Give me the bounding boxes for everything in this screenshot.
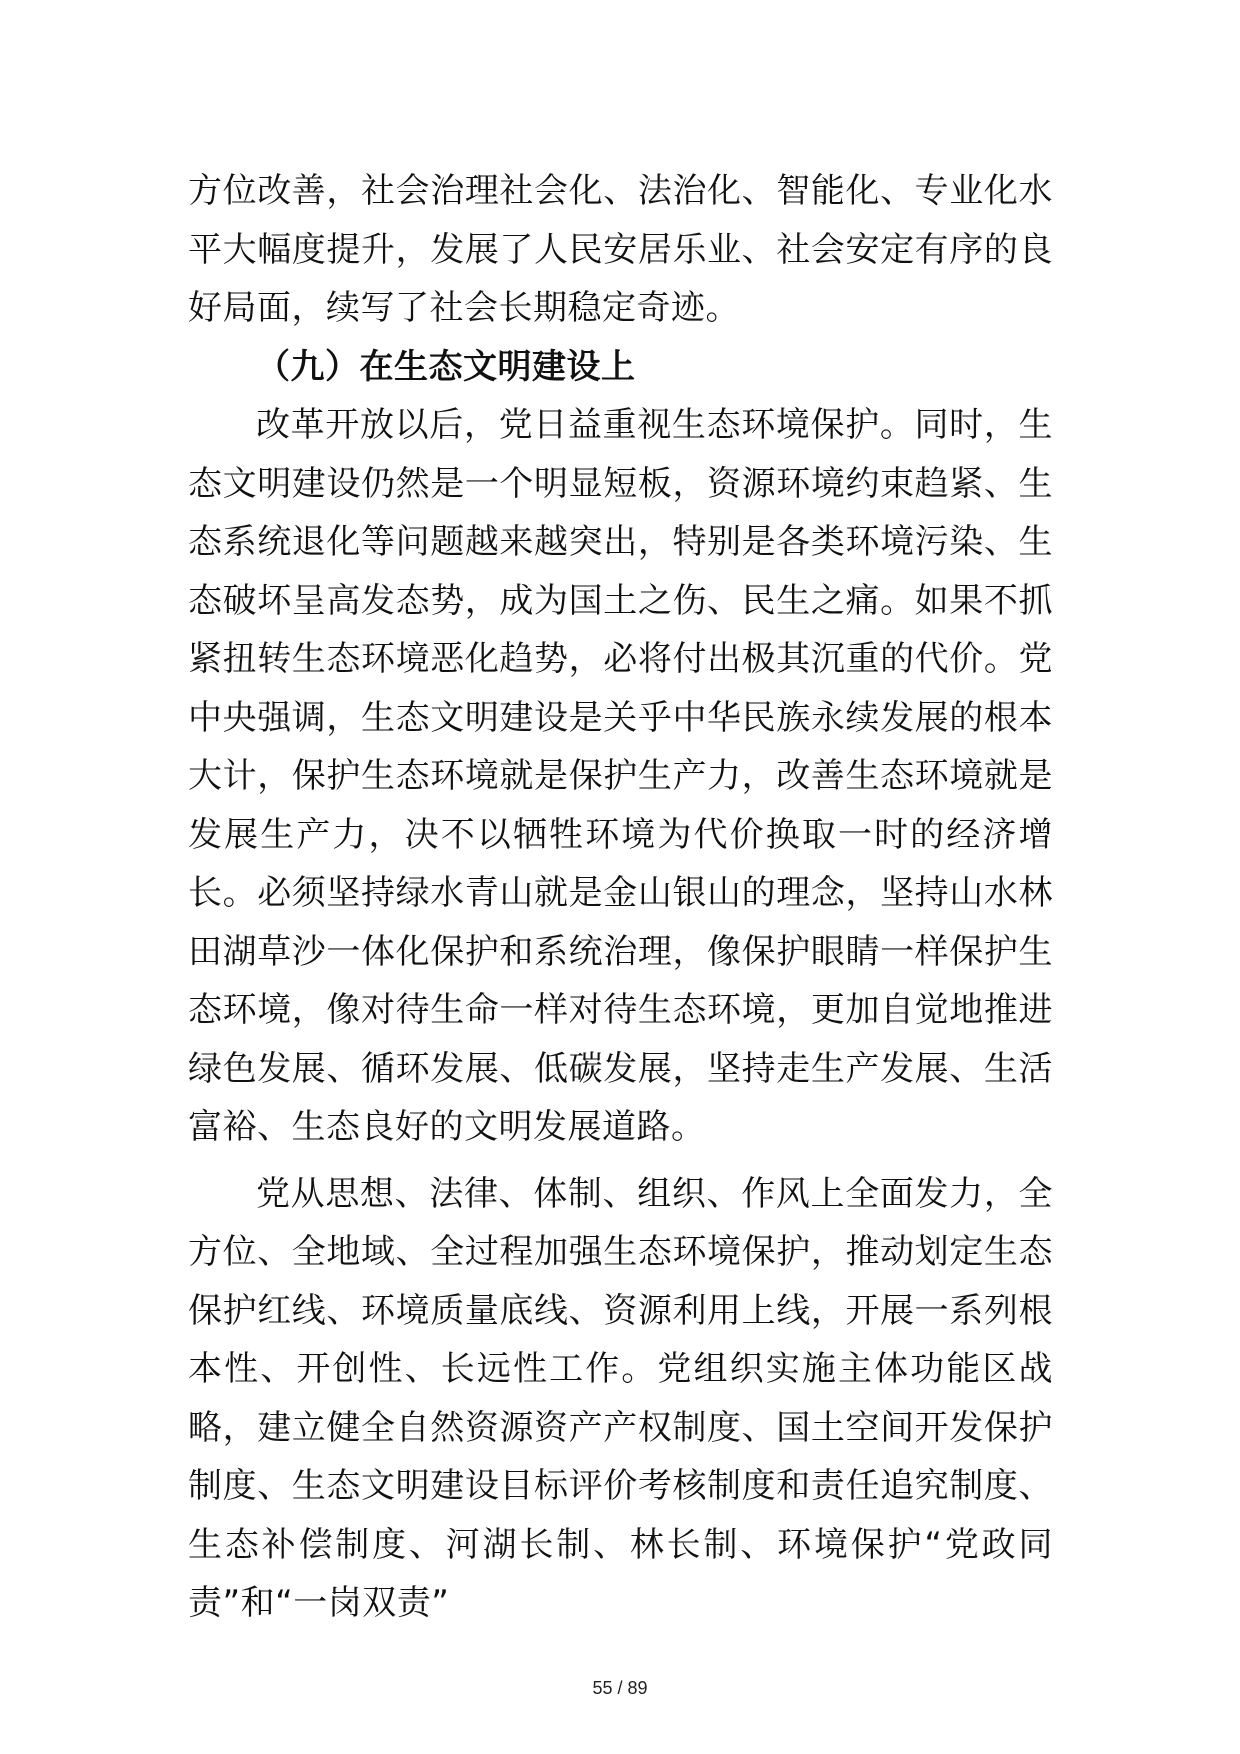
paragraph-ecology-measures: 党从思想、法律、体制、组织、作风上全面发力，全方位、全地域、全过程加强生态环境保护，推动划定生态保护红线、环境质量底线、资源利用上线，开展一系列根本性、开创性、长远性工作。党组织实施主体功能区战略，建立健全自然资源资产产权制度、国土空间开发保护制度、生态文明建设目标评价考核制度和责任追究制度、生态补偿制度、河湖长制、林长制、环境保护“党政同责”和“一岗双责” <box>188 1173 1053 1623</box>
page-number: 55 / 89 <box>592 1678 648 1698</box>
paragraph-ecology-intro: 改革开放以后，党日益重视生态环境保护。同时，生态文明建设仍然是一个明显短板，资源环境约束趋紧、生态系统退化等问题越来越突出，特别是各类环境污染、生态破坏呈高发态势，成为国土之伤、民生之痛。如果不抓紧扭转生态环境恶化趋势，必将付出极其沉重的代价。党中央强调，生态文明建设是关乎中华民族永续发展的根本大计，保护生态环境就是保护生产力，改善生态环境就是发展生产力，决不以牺牲环境为代价换取一时的经济增长。必须坚持绿水青山就是金山银山的理念，坚持山水林田湖草沙一体化保护和系统治理，像保护眼睛一样保护生态环境，像对待生命一样对待生态环境，更加自觉地推进绿色发展、循环发展、低碳发展，坚持走生产发展、生活富裕、生态良好的文明发展道路。 <box>188 405 1053 1147</box>
page-body <box>188 162 1053 1633</box>
section-heading: （九）在生态文明建设上 <box>256 346 636 387</box>
paragraph-continuation: 方位改善，社会治理社会化、法治化、智能化、专业化水平大幅度提升，发展了人民安居乐业、社会安定有序的良好局面，续写了社会长期稳定奇迹。 <box>188 171 1053 328</box>
